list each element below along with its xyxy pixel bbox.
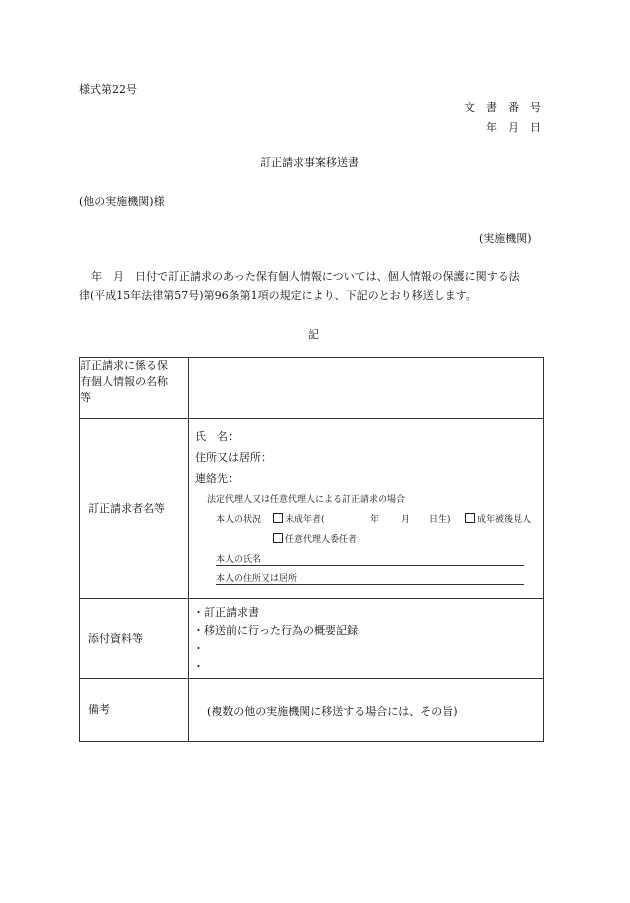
value-remarks <box>189 679 544 742</box>
value-requester <box>189 419 544 599</box>
recipient: (他の実施機関)様 <box>79 195 165 208</box>
row-information-name <box>80 358 544 419</box>
name-field-label: 氏 名： <box>195 430 239 443</box>
minor-option: 未成年者( <box>273 512 325 525</box>
document-number-label: 文 書 番 号 <box>464 101 541 114</box>
form-number: 様式第22号 <box>79 83 137 96</box>
label-remarks: 備考 <box>80 679 189 742</box>
document-title: 訂正請求事案移送書 <box>260 156 359 169</box>
body-line-2: 律(平成15年法律第57号)第96条第1項の規定により、下記のとおり移送します。 <box>79 289 477 302</box>
proxy-checkbox[interactable] <box>273 533 283 543</box>
sender: (実施機関) <box>479 232 532 245</box>
status-label: 本人の状況 <box>216 515 262 525</box>
attachment-item-2: ・移送前に行った行為の概要記録 <box>193 624 358 637</box>
birth-day-label: 日生) <box>429 515 451 525</box>
form-table <box>79 357 544 742</box>
agent-note: 法定代理人又は任意代理人による訂正請求の場合 <box>207 495 406 505</box>
proxy-option: 任意代理人委任者 <box>273 532 357 545</box>
row-attachments <box>80 599 544 679</box>
value-information-name <box>189 358 544 419</box>
adult-ward-option: 成年被後見人 <box>465 512 531 525</box>
attachment-item-1: ・訂正請求書 <box>193 606 259 619</box>
label-information-name: 訂正請求に係る保 有個人情報の名称 等 <box>80 358 189 419</box>
person-name-underline <box>216 565 524 566</box>
person-name-label: 本人の氏名 <box>216 555 262 565</box>
attachment-item-4: ・ <box>193 660 204 673</box>
date-label: 年 月 日 <box>486 121 541 134</box>
birth-month-label: 月 <box>401 515 411 525</box>
label-attachments: 添付資料等 <box>80 599 189 679</box>
adult-ward-checkbox[interactable] <box>465 513 475 523</box>
minor-checkbox[interactable] <box>273 513 283 523</box>
row-requester <box>80 419 544 599</box>
person-address-label: 本人の住所又は居所 <box>216 574 298 584</box>
attachment-item-3: ・ <box>193 642 204 655</box>
label-requester: 訂正請求者名等 <box>80 419 189 599</box>
row-remarks <box>80 679 544 742</box>
contact-field-label: 連絡先： <box>195 472 239 485</box>
person-address-underline <box>216 584 524 585</box>
birth-year-label: 年 <box>370 515 380 525</box>
value-attachments <box>189 599 544 679</box>
body-line-1: 年 月 日付で訂正請求のあった保有個人情報については、個人情報の保護に関する法 <box>91 270 520 283</box>
remarks-text: (複数の他の実施機関に移送する場合には、その旨) <box>207 705 458 718</box>
address-field-label: 住所又は居所： <box>195 451 272 464</box>
ki-label: 記 <box>308 328 319 341</box>
